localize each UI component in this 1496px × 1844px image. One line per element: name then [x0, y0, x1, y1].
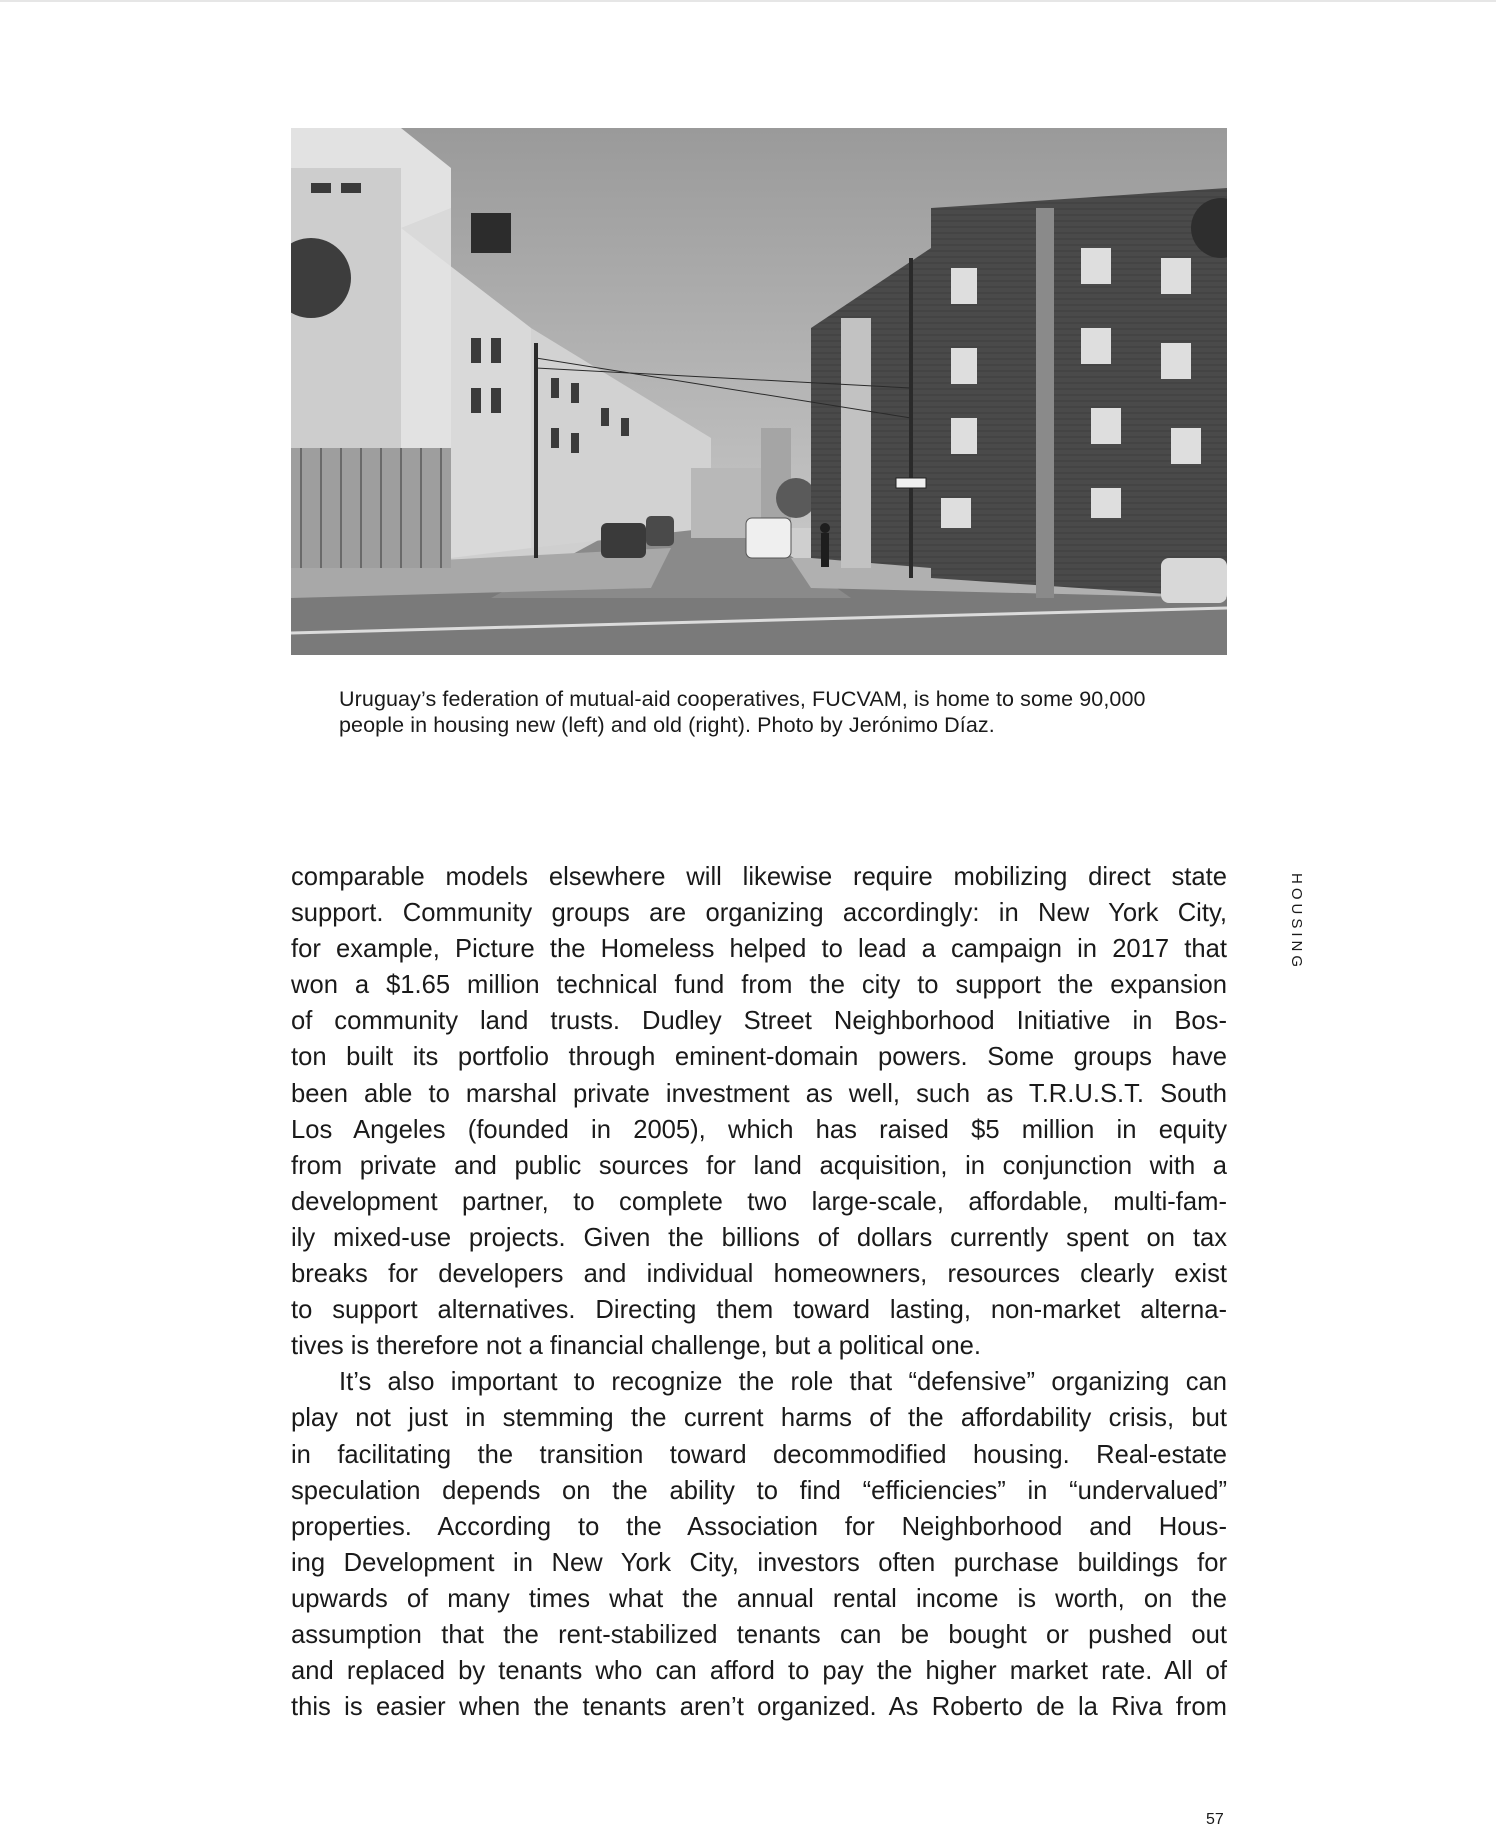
street-photo-illustration: [291, 128, 1227, 655]
caption-line: people in housing new (left) and old (right). Photo by Jerónimo Díaz.: [339, 713, 995, 737]
text-line: upwards of many times what the annual rental income is worth, on the: [291, 1584, 1227, 1613]
text-line: of community land trusts. Dudley Street Neighborhood Initiative in Bos-: [291, 1007, 1227, 1036]
body-text: [291, 859, 1227, 1725]
running-section-label: HOUSING: [1288, 873, 1305, 972]
text-line: breaks for developers and individual homeowners, resources clearly exist: [291, 1260, 1227, 1289]
text-line: to support alternatives. Directing them toward lasting, non-market alterna-: [291, 1296, 1227, 1325]
text-line: from private and public sources for land acquisition, in conjunction with a: [291, 1151, 1227, 1180]
text-line: ily mixed-use projects. Given the billions of dollars currently spent on tax: [291, 1223, 1227, 1252]
text-line: properties. According to the Association for Neighborhood and Hous-: [291, 1512, 1227, 1541]
text-line: this is easier when the tenants aren’t organized. As Roberto de la Riva from: [291, 1693, 1227, 1722]
top-rule: [0, 0, 1496, 2]
text-line: support. Community groups are organizing accordingly: in New York City,: [291, 899, 1227, 928]
text-line: speculation depends on the ability to find “efficiencies” in “undervalued”: [291, 1476, 1227, 1505]
text-line: development partner, to complete two large-scale, affordable, multi-fam-: [291, 1187, 1227, 1216]
text-line: ing Development in New York City, investors often purchase buildings for: [291, 1548, 1227, 1577]
text-line: play not just in stemming the current harms of the affordability crisis, but: [291, 1404, 1227, 1433]
caption-line: Uruguay’s federation of mutual-aid cooperatives, FUCVAM, is home to some 90,000: [339, 687, 1146, 711]
text-line: comparable models elsewhere will likewise require mobilizing direct state: [291, 863, 1227, 891]
text-line: and replaced by tenants who can afford to pay the higher market rate. All of: [291, 1657, 1227, 1686]
page-number: 57: [1206, 1811, 1224, 1828]
text-line: Los Angeles (founded in 2005), which has raised $5 million in equity: [291, 1115, 1227, 1144]
text-line: in facilitating the transition toward decommodified housing. Real-estate: [291, 1440, 1227, 1469]
photo-caption: [339, 686, 1229, 738]
text-line-paragraph-start: It’s also important to recognize the role that “defensive” organizing can: [339, 1368, 1227, 1397]
text-line: been able to marshal private investment as well, such as T.R.U.S.T. South: [291, 1079, 1227, 1108]
text-line: ton built its portfolio through eminent-domain powers. Some groups have: [291, 1043, 1227, 1072]
text-line: won a $1.65 million technical fund from the city to support the expansion: [291, 971, 1227, 1000]
text-line: for example, Picture the Homeless helped to lead a campaign in 2017 that: [291, 935, 1227, 964]
text-line-paragraph-end: tives is therefore not a financial challenge, but a political one.: [291, 1332, 982, 1361]
street-photo: [291, 128, 1227, 655]
text-line: assumption that the rent-stabilized tenants can be bought or pushed out: [291, 1620, 1227, 1649]
